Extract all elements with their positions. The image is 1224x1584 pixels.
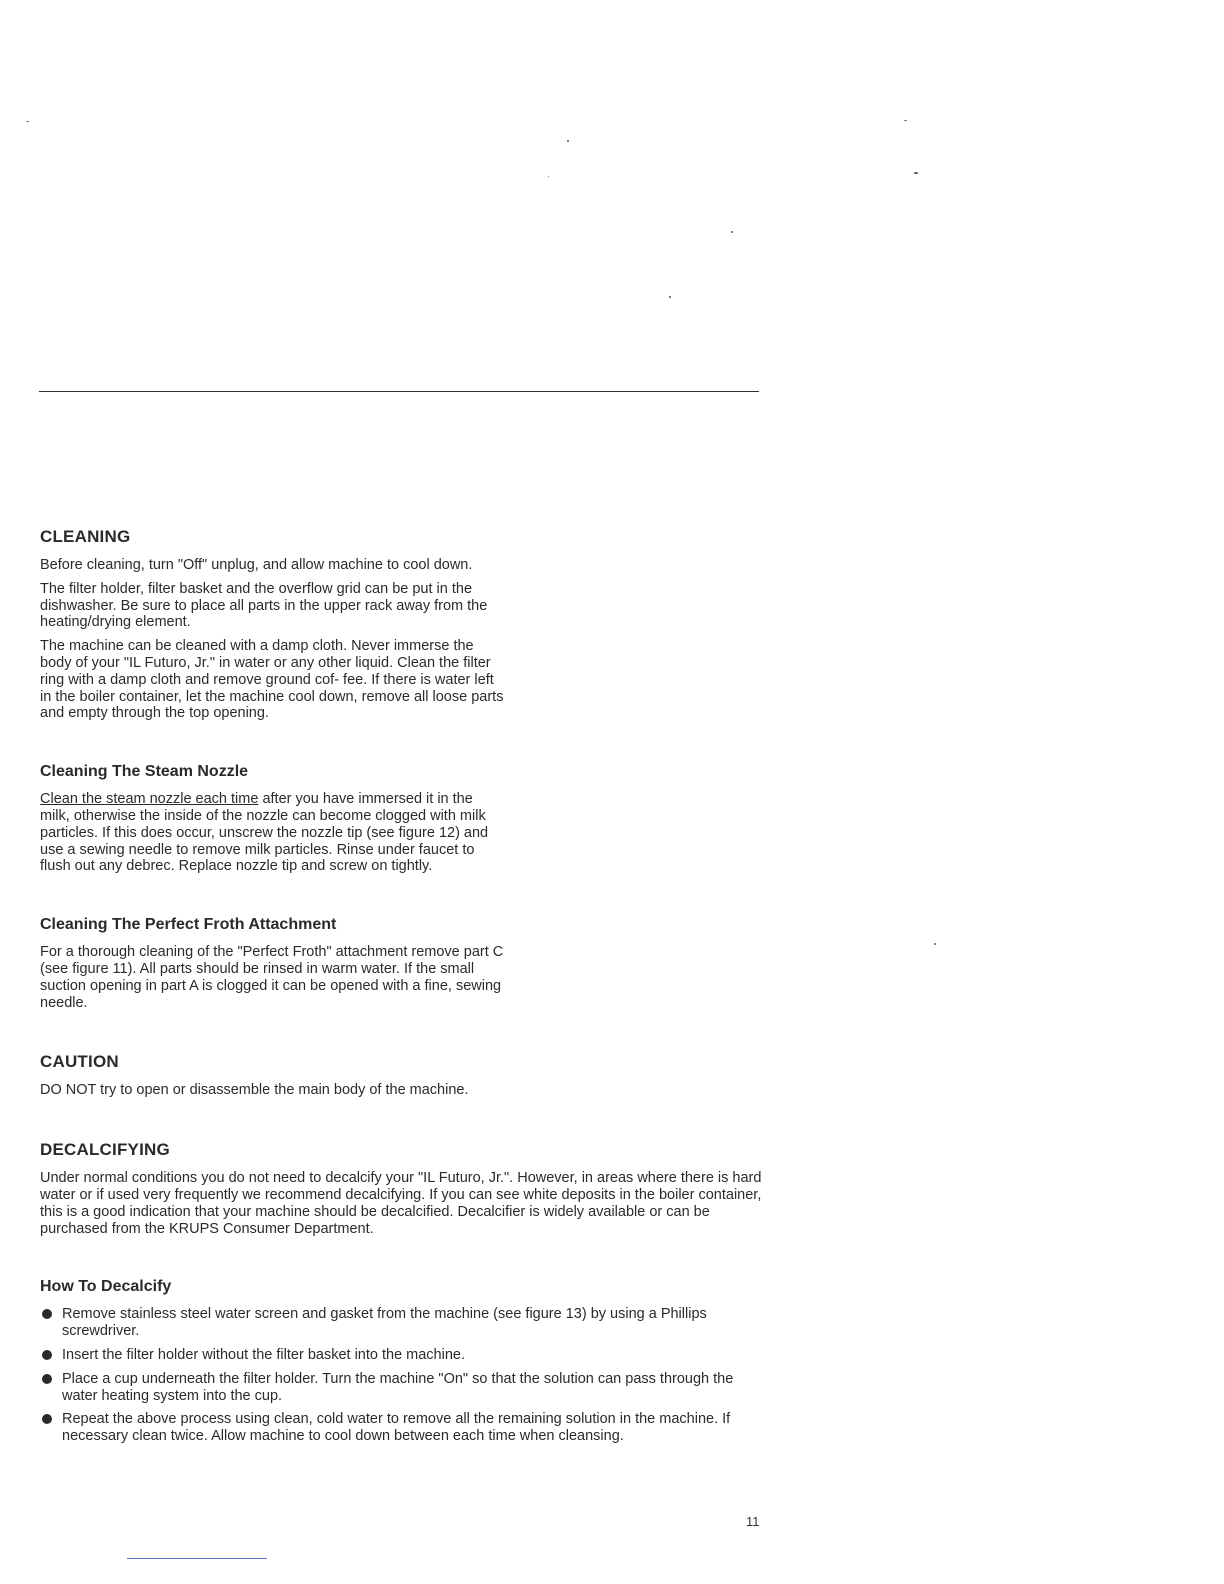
list-item	[40, 1306, 740, 1340]
bullet-icon	[42, 1374, 52, 1384]
steam-nozzle-paragraph	[40, 791, 505, 875]
how-to-decalcify-heading: How To Decalcify	[40, 1278, 172, 1296]
caution-paragraph: DO NOT try to open or disassemble the main body of the machine.	[40, 1082, 469, 1099]
scan-speck	[669, 296, 671, 298]
scan-speck	[548, 176, 549, 177]
froth-attachment-paragraph: For a thorough cleaning of the "Perfect Froth" attachment remove part C (see figure 11). All parts should be rinsed in warm water. If the small suction opening in part A is clogged it can be opened with a fine, sewing needle.	[40, 944, 504, 1011]
content-column	[40, 527, 765, 1452]
decalcify-steps-list	[40, 1306, 740, 1445]
list-item	[40, 1371, 740, 1405]
list-item-text: Repeat the above process using clean, cold water to remove all the remaining solution in the machine. If necessary clean twice. Allow machine to cool down between each time when cleansing.	[62, 1411, 731, 1445]
caution-heading: CAUTION	[40, 1052, 119, 1072]
page-number: 11	[746, 1514, 760, 1529]
list-item-text: Place a cup underneath the filter holder. Turn the machine "On" so that the solution can pass through the water heating system into the cup.	[62, 1370, 734, 1404]
bullet-icon	[42, 1350, 52, 1360]
scan-speck	[914, 172, 918, 174]
decalcifying-heading: DECALCIFYING	[40, 1140, 170, 1160]
scan-speck	[26, 121, 29, 122]
top-divider-line	[39, 391, 759, 392]
froth-attachment-heading: Cleaning The Perfect Froth Attachment	[40, 916, 337, 934]
bullet-icon	[42, 1309, 52, 1319]
cleaning-paragraph-2: The filter holder, filter basket and the overflow grid can be put in the dishwasher. Be sure to place all parts in the upper rack away from the heating/drying element.	[40, 580, 488, 631]
cleaning-paragraph-3: The machine can be cleaned with a damp cloth. Never immerse the body of your "IL Futuro, Jr." in water or any other liquid. Clean the filter ring with a damp cloth and remove ground cof- fee. If there is water left in the boiler container, let the machine cool down, remove all loose parts and empty through the top opening.	[40, 638, 504, 722]
steam-nozzle-text: after you have immersed it in the milk, otherwise the inside of the nozzle can become clogged with milk particles. If this does occur, unscrew the nozzle tip (see figure 12) and use a sewing needle to remove milk particles. Rinse under faucet to flush out any debrec. Replace nozzle tip and screw on tightly.	[40, 791, 489, 875]
cleaning-heading: CLEANING	[40, 527, 131, 546]
steam-nozzle-underlined-text: Clean the steam nozzle each time	[40, 791, 259, 808]
scan-speck	[731, 231, 733, 233]
bullet-icon	[42, 1414, 52, 1424]
scan-speck	[934, 943, 936, 945]
list-item-text: Remove stainless steel water screen and gasket from the machine (see figure 13) by using a Phillips screwdriver.	[62, 1306, 707, 1340]
steam-nozzle-heading: Cleaning The Steam Nozzle	[40, 763, 249, 781]
scan-speck	[567, 140, 569, 142]
list-item-text: Insert the filter holder without the filter basket into the machine.	[62, 1346, 465, 1363]
cleaning-paragraph-1: Before cleaning, turn "Off" unplug, and allow machine to cool down.	[40, 557, 473, 573]
bottom-divider-line	[127, 1558, 267, 1559]
list-item	[40, 1411, 740, 1445]
scan-speck	[904, 120, 907, 121]
list-item	[40, 1347, 740, 1364]
decalcifying-paragraph: Under normal conditions you do not need to decalcify your "IL Futuro, Jr.". However, in areas where there is hard water or if used very frequently we recommend decalcifying. If you can see white deposits in the boiler container, this is a good indication that your machine should be decalcified. Decalcifier is widely available or can be purchased from the KRUPS Consumer Department.	[40, 1170, 762, 1237]
